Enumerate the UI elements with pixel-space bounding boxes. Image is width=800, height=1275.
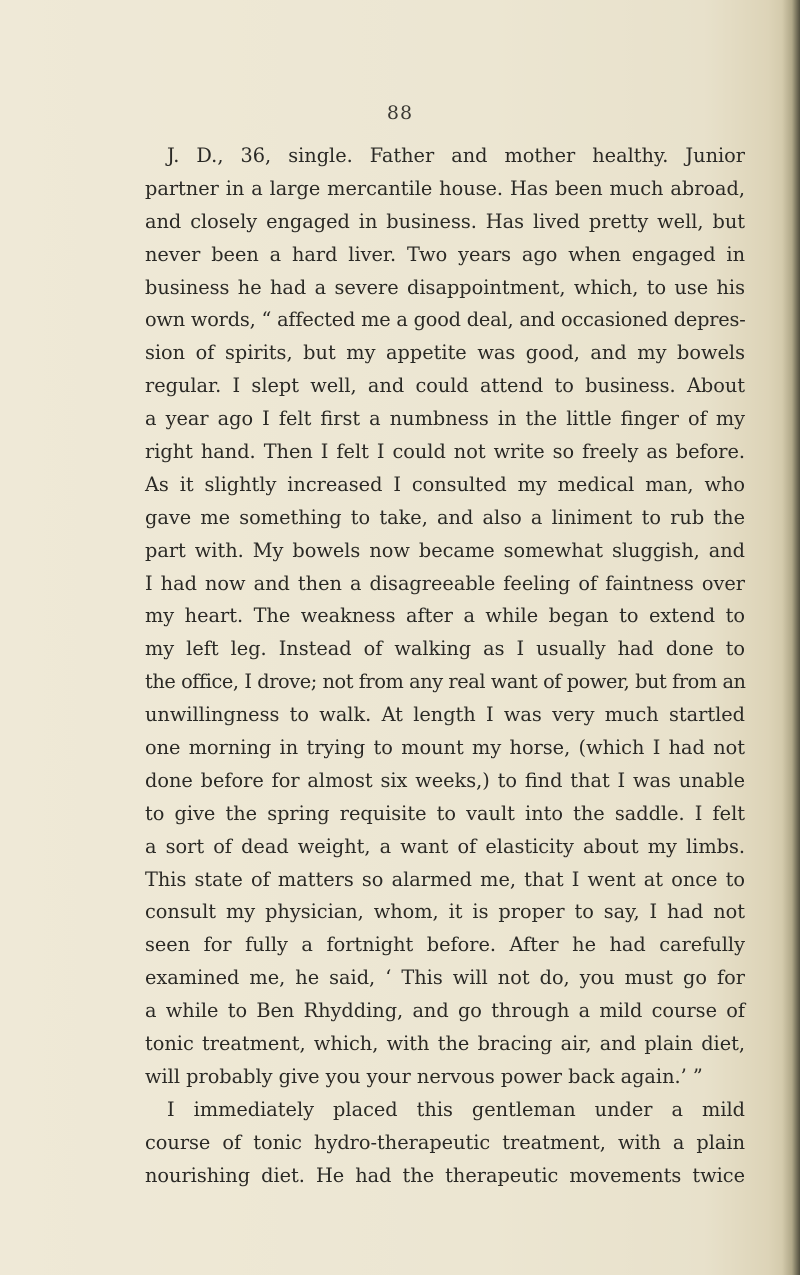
text-line: seen for fully a fortnight before. After he had carefully bbox=[145, 933, 745, 957]
text-line: one morning in trying to mount my horse, (which I had not bbox=[145, 736, 745, 760]
text-line: the office, I drove; not from any real want of power, but from an bbox=[145, 670, 746, 694]
text-line: a sort of dead weight, a want of elasticity about my limbs. bbox=[145, 834, 745, 858]
text-line: never been a hard liver. Two years ago when engaged in bbox=[145, 242, 745, 266]
text-line: business he had a severe disappointment, which, to use his bbox=[145, 275, 745, 299]
text-line: sion of spirits, but my appetite was good, and my bowels bbox=[145, 341, 745, 365]
text-line: right hand. Then I felt I could not write so freely as before. bbox=[145, 440, 745, 464]
text-line: I immediately placed this gentleman under a mild bbox=[167, 1097, 745, 1121]
text-line: own words, “ affected me a good deal, and occasioned depres- bbox=[145, 308, 746, 332]
text-line: tonic treatment, which, with the bracing air, and plain diet, bbox=[145, 1032, 745, 1056]
text-line: regular. I slept well, and could attend to business. About bbox=[145, 374, 745, 398]
text-line: gave me something to take, and also a liniment to rub the bbox=[145, 505, 745, 529]
text-line: part with. My bowels now became somewhat sluggish, and bbox=[145, 538, 745, 562]
text-line: nourishing diet. He had the therapeutic movements twice bbox=[145, 1163, 745, 1187]
text-line: This state of matters so alarmed me, that I went at once to bbox=[145, 867, 745, 891]
text-line: my left leg. Instead of walking as I usually had done to bbox=[145, 637, 745, 661]
text-line: will probably give you your nervous power back again.’ ” bbox=[145, 1064, 703, 1088]
text-line: my heart. The weakness after a while began to extend to bbox=[145, 604, 745, 628]
page-number: 88 bbox=[386, 102, 414, 124]
text-line: consult my physician, whom, it is proper to say, I had not bbox=[145, 900, 745, 924]
body-text bbox=[145, 140, 745, 1193]
text-line: partner in a large mercantile house. Has been much abroad, bbox=[145, 176, 745, 200]
page-edge-shadow bbox=[782, 0, 800, 1275]
text-line: and closely engaged in business. Has lived pretty well, but bbox=[145, 209, 745, 233]
text-line: As it slightly increased I consulted my medical man, who bbox=[145, 472, 745, 496]
text-line: unwillingness to walk. At length I was very much startled bbox=[145, 703, 745, 727]
text-line: examined me, he said, ‘ This will not do, you must go for bbox=[145, 966, 745, 990]
text-line: I had now and then a disagreeable feeling of faintness over bbox=[145, 571, 745, 595]
text-line: course of tonic hydro-therapeutic treatment, with a plain bbox=[145, 1130, 745, 1154]
text-line: to give the spring requisite to vault into the saddle. I felt bbox=[145, 801, 745, 825]
text-line: a year ago I felt first a numbness in the little finger of my bbox=[145, 407, 745, 431]
text-line: a while to Ben Rhydding, and go through a mild course of bbox=[145, 999, 745, 1023]
text-line: J. D., 36, single. Father and mother healthy. Junior bbox=[167, 144, 745, 167]
text-line: done before for almost six weeks,) to find that I was unable bbox=[145, 768, 745, 792]
